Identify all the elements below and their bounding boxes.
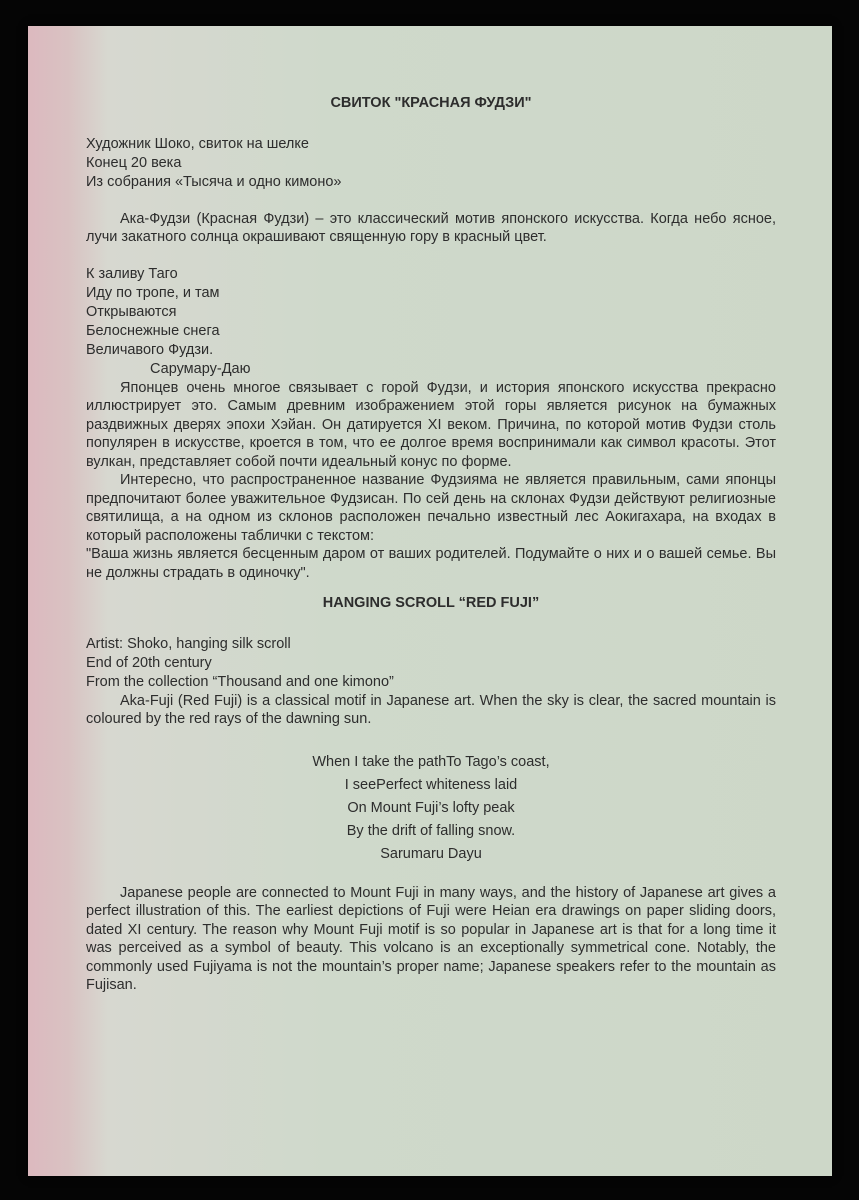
title-ru: СВИТОК "КРАСНАЯ ФУДЗИ": [330, 95, 532, 111]
paragraph-en-1: Japanese people are connected to Mount Fuji in many ways, and the history of Japanese art gives a perfect illustration of this. The earliest depictions of Fuji were Heian era drawings on paper sliding doors, dated XI century. The reason why Mount Fuji motif is so popular in Japanese art is that for a long time it was perceived as a symbol of beauty. This volcano is an exceptionally symmetrical cone. Notably, the commonly used Fujiyama is not the mountain’s proper name; Japanese speakers refer to the mountain as Fujisan.: [86, 884, 776, 993]
date-en: End of 20th century: [86, 654, 212, 671]
date-ru: Конец 20 века: [86, 154, 182, 171]
poem-ru-line: Белоснежные снега: [86, 322, 220, 339]
poem-author-ru: Сарумару-Даю: [150, 360, 251, 377]
collection-en: From the collection “Thousand and one kimono”: [86, 673, 394, 690]
meta-ru: [86, 135, 776, 192]
poem-en-line: By the drift of falling snow.: [346, 822, 516, 839]
poem-ru-line: Иду по тропе, и там: [86, 284, 220, 301]
poem-author-en: Sarumaru Dayu: [380, 845, 482, 862]
poem-ru-line: Величавого Фудзи.: [86, 341, 214, 358]
intro-en: Aka-Fuji (Red Fuji) is a classical motif in Japanese art. When the sky is clear, the sacred mountain is coloured by the red rays of the dawning sun.: [86, 692, 776, 727]
poem-en: [86, 751, 776, 866]
paragraph-ru-1: Японцев очень многое связывает с горой Фудзи, и история японского искусства прекрасно иллюстрирует это. Самым древним изображением этой горы является рисунок на бумажных раздвижных дверях эпохи Хэйан. Он датируется XI веком. Причина, по которой мотив Фудзи столь популярен в искусстве, кроется в том, что ее долгое время воспринимали как символ красоты. Этот вулкан, представляет собой почти идеальный конус по форме.: [86, 379, 776, 470]
poem-ru-line: К заливу Таго: [86, 265, 178, 282]
artist-en: Artist: Shoko, hanging silk scroll: [86, 635, 291, 652]
meta-en: [86, 635, 776, 692]
exhibit-label-sheet: [28, 26, 832, 1176]
poem-en-line: When I take the pathTo Tago’s coast,: [312, 753, 550, 770]
artist-ru: Художник Шоко, свиток на шелке: [86, 135, 309, 152]
poem-ru: [86, 265, 776, 379]
collection-ru: Из собрания «Тысяча и одно кимоно»: [86, 173, 342, 190]
poem-en-line: On Mount Fuji’s lofty peak: [347, 799, 515, 816]
paragraph-ru-2: Интересно, что распространенное название Фудзияма не является правильным, сами японцы предпочитают более уважительное Фудзисан. По сей день на склонах Фудзи действуют религиозные святилища, а на одном из склонов расположен печально известный лес Аокигахара, на входах в который расположены таблички с текстом:: [86, 472, 776, 544]
intro-ru: Ака-Фудзи (Красная Фудзи) – это классический мотив японского искусства. Когда небо ясное, лучи закатного солнца окрашивают священную гору в красный цвет.: [86, 210, 776, 245]
quote-ru: "Ваша жизнь является бесценным даром от ваших родителей. Подумайте о них и о вашей семье. Вы не должны страдать в одиночку".: [86, 546, 776, 581]
poem-ru-line: Открываются: [86, 303, 177, 320]
title-en: HANGING SCROLL “RED FUJI”: [322, 595, 540, 611]
poem-en-line: I seePerfect whiteness laid: [344, 776, 518, 793]
label-text: [86, 94, 776, 995]
